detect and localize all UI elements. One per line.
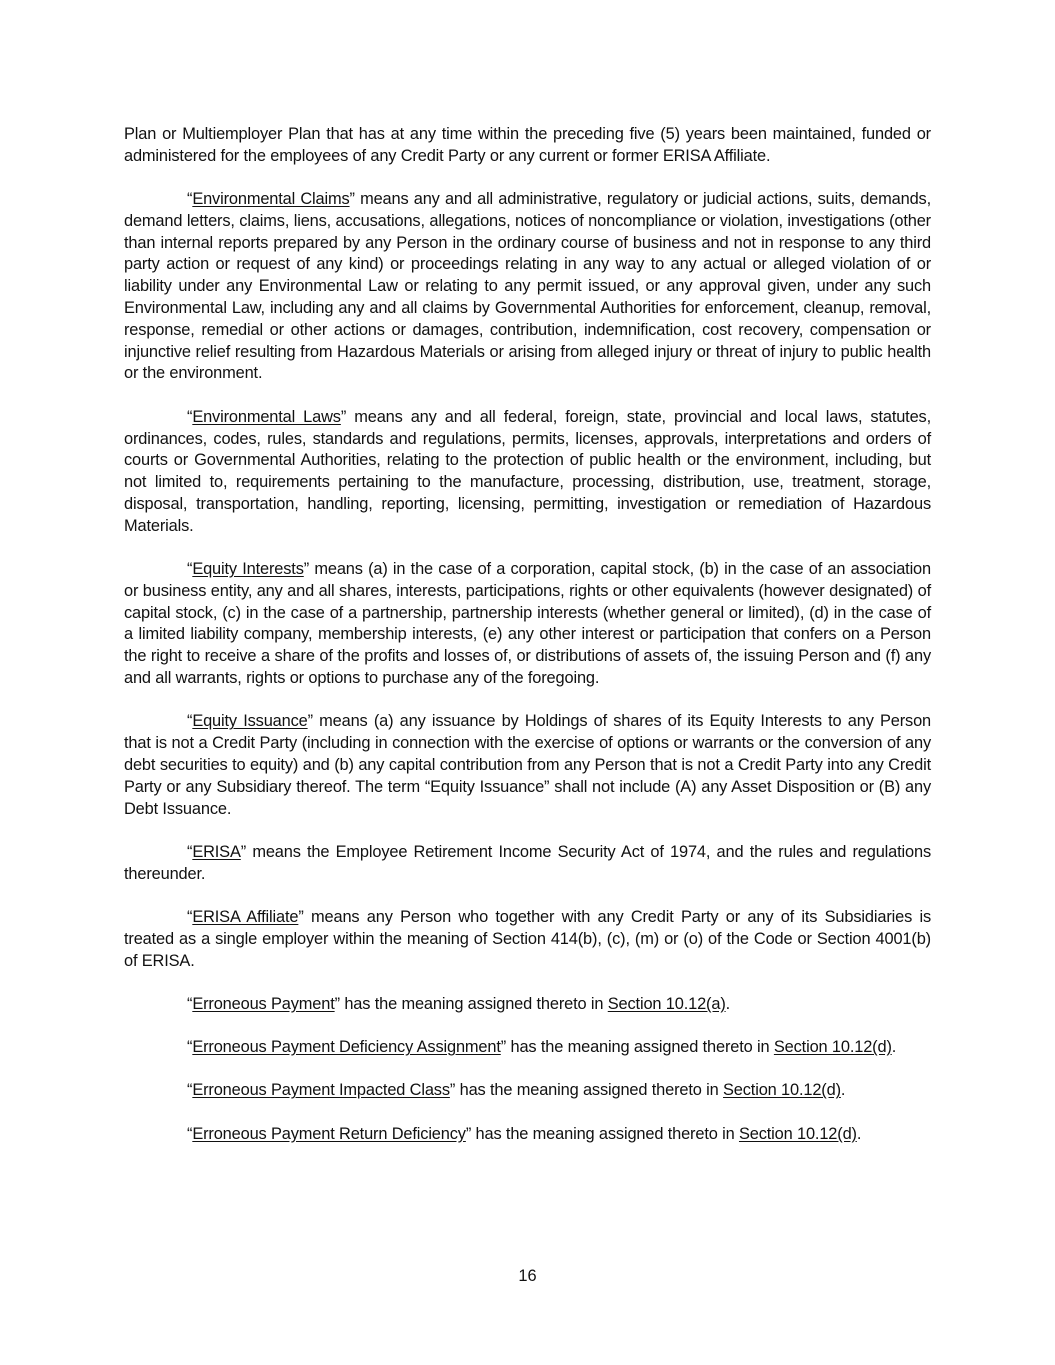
definition-erroneous-payment-return-deficiency xyxy=(124,1124,931,1146)
definition-tail: . xyxy=(856,1124,862,1143)
section-reference: Section 10.12(a) xyxy=(607,994,726,1013)
definition-text: ” has the meaning assigned thereto in xyxy=(334,994,608,1013)
defined-term: ERISA xyxy=(192,842,241,861)
open-quote: “ xyxy=(187,560,193,579)
defined-term: Equity Interests xyxy=(192,560,304,579)
page-number: 16 xyxy=(518,1267,537,1285)
open-quote: “ xyxy=(187,1124,193,1143)
continuation-paragraph xyxy=(124,124,931,168)
definition-erroneous-payment-impacted-class xyxy=(124,1080,931,1102)
definition-tail: . xyxy=(725,994,731,1013)
section-reference: Section 10.12(d) xyxy=(773,1038,892,1057)
open-quote: “ xyxy=(187,407,193,426)
definition-text: ” has the meaning assigned thereto in xyxy=(500,1038,774,1057)
defined-term: Equity Issuance xyxy=(192,712,308,731)
definition-erroneous-payment xyxy=(124,994,931,1016)
definition-text: ” means (a) any issuance by Holdings of shares of its Equity Interests to any Person that is not a Credit Party (including in connection with the exercise of options or warrants or the conversion of any debt securities to equity) and (b) any capital contribution from any Person that is not a Credit Party into any Credit Party or any Subsidiary thereof. The term “Equity Issuance” shall not include (A) any Asset Disposition or (B) any Debt Issuance. xyxy=(124,712,931,818)
definition-erisa-affiliate xyxy=(124,907,931,972)
definition-tail: . xyxy=(840,1081,846,1100)
open-quote: “ xyxy=(187,994,193,1013)
defined-term: Erroneous Payment Return Deficiency xyxy=(192,1124,466,1143)
open-quote: “ xyxy=(187,907,193,926)
definition-text: ” means (a) in the case of a corporation, capital stock, (b) in the case of an association or business entity, any and all shares, interests, participations, rights or other equivalents (however designated) of capital stock, (c) in the case of a partnership, partnership interests (whether general or limited), (d) in the case of a limited liability company, membership interests, (e) any other interest or participation that confers on a Person the right to receive a share of the profits and losses of, or distributions of assets of, the issuing Person and (f) any and all warrants, rights or options to purchase any of the foregoing. xyxy=(124,560,931,688)
definition-text: ” has the meaning assigned thereto in xyxy=(465,1124,739,1143)
definition-erroneous-payment-deficiency-assignment xyxy=(124,1037,931,1059)
defined-term: Erroneous Payment Deficiency Assignment xyxy=(192,1038,501,1057)
definition-text: ” means any and all federal, foreign, state, provincial and local laws, statutes, ordinances, codes, rules, standards and regulations, permits, licenses, approvals, interpretations and orders of courts or Governmental Authorities, relating to the protection of public health or the environment, including, but not limited to, requirements pertaining to the manufacture, processing, distribution, use, treatment, storage, disposal, transportation, handling, reporting, licensing, permitting, investigation or remediation of Hazardous Materials. xyxy=(124,407,932,535)
definitions-body xyxy=(124,124,931,1167)
section-reference: Section 10.12(d) xyxy=(738,1124,857,1143)
section-reference: Section 10.12(d) xyxy=(723,1081,841,1100)
open-quote: “ xyxy=(187,842,193,861)
defined-term: Environmental Claims xyxy=(192,190,350,209)
defined-term: Erroneous Payment Impacted Class xyxy=(192,1081,450,1100)
open-quote: “ xyxy=(187,190,193,209)
definition-erisa xyxy=(124,842,931,886)
open-quote: “ xyxy=(187,1038,193,1057)
defined-term: Environmental Laws xyxy=(192,407,341,426)
definition-environmental-laws xyxy=(124,407,931,538)
defined-term: Erroneous Payment xyxy=(192,994,335,1013)
paragraph-text: Plan or Multiemployer Plan that has at any time within the preceding five (5) years been maintained, funded or administered for the employees of any Credit Party or any current or former ERISA Affiliate. xyxy=(124,125,931,165)
defined-term: ERISA Affiliate xyxy=(192,907,299,926)
definition-equity-issuance xyxy=(124,711,931,820)
definition-tail: . xyxy=(891,1038,897,1057)
definition-text: ” means any and all administrative, regulatory or judicial actions, suits, demands, demand letters, claims, liens, accusations, allegations, notices of noncompliance or violation, investigations (other than internal reports prepared by any Person in the ordinary course of business and not in response to any third party action or request of any kind) or proceedings relating in any way to any actual or alleged violation of or liability under any Environmental Law or relating to any permit issued, or any approval given, under any such Environmental Law, including any and all claims by Governmental Authorities for enforcement, cleanup, removal, response, remedial or other actions or damages, contribution, indemnification, cost recovery, compensation or injunctive relief resulting from Hazardous Materials or arising from alleged injury or threat of injury to public health or the environment. xyxy=(124,190,931,383)
definition-text: ” means the Employee Retirement Income Security Act of 1974, and the rules and regulations thereunder. xyxy=(124,842,931,883)
definition-equity-interests xyxy=(124,559,931,690)
open-quote: “ xyxy=(187,1081,193,1100)
definition-text: ” means any Person who together with any Credit Party or any of its Subsidiaries is treated as a single employer within the meaning of Section 414(b), (c), (m) or (o) of the Code or Section 4001(b) of ERISA. xyxy=(124,907,931,970)
definition-environmental-claims xyxy=(124,189,931,385)
open-quote: “ xyxy=(187,712,193,731)
definition-text: ” has the meaning assigned thereto in xyxy=(449,1081,724,1100)
